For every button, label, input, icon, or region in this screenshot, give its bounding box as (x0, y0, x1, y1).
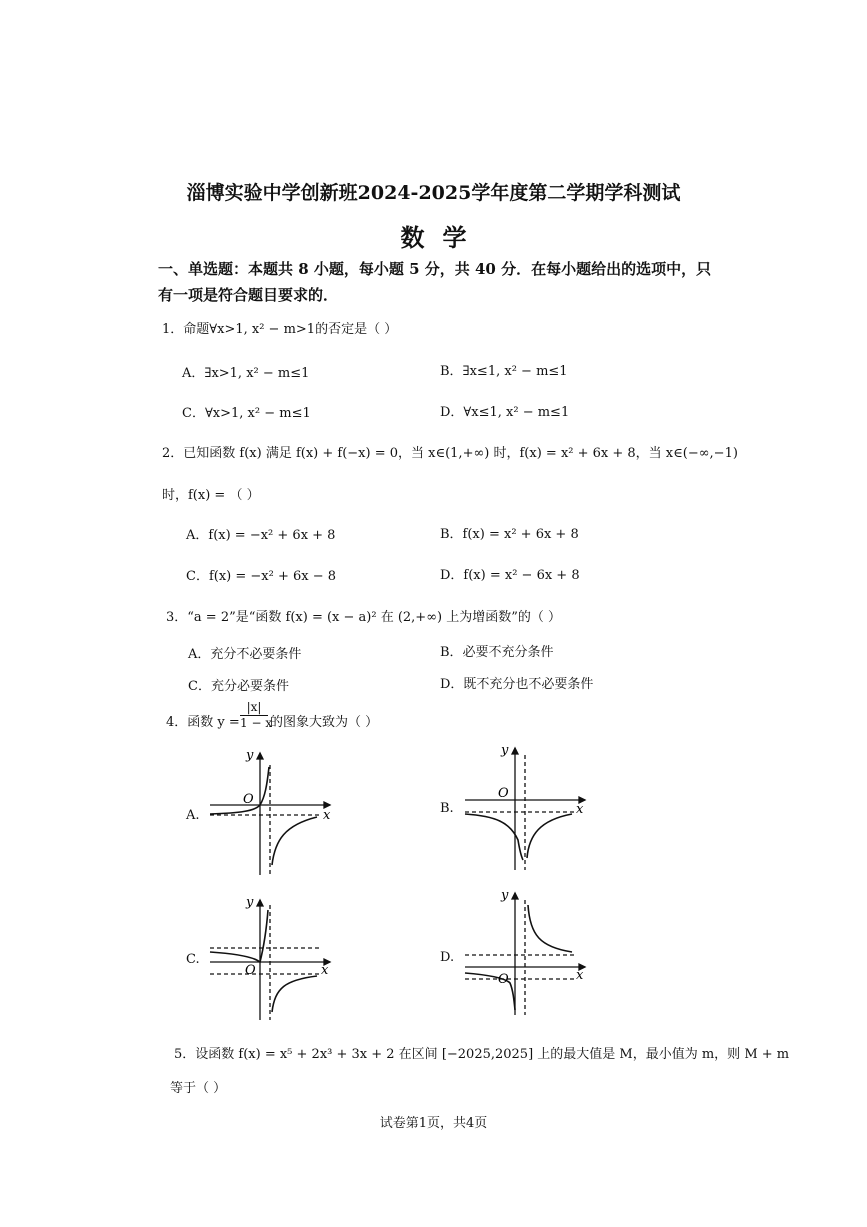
q4-graph-c (205, 890, 335, 1025)
q4-graph-b-origin-label: O (498, 786, 509, 801)
q4-stem-prefix: 4．函数 y = (166, 715, 240, 730)
q3-option-c: C．充分必要条件 (188, 679, 289, 694)
q4-graph-a-x-label: x (323, 808, 331, 823)
exam-title: 淄博实验中学创新班2024-2025学年度第二学期学科测试 (186, 182, 681, 204)
q5-stem: 5．设函数 f(x) = x⁵ + 2x³ + 3x + 2 在区间 [−2025,2025] 上的最大值是 M，最小值为 m，则 M + m (174, 1047, 790, 1062)
q3-option-d: D．既不充分也不必要条件 (440, 677, 594, 692)
q2-option-a: A．f(x) = −x² + 6x + 8 (186, 528, 336, 543)
q2-option-d: D．f(x) = x² − 6x + 8 (440, 568, 580, 583)
q1-option-b: B．∃x≤1, x² − m≤1 (440, 364, 568, 379)
q2-stem: 2．已知函数 f(x) 满足 f(x) + f(−x) = 0，当 x∈(1,+∞) 时，f(x) = x² + 6x + 8，当 x∈(−∞,−1) (162, 446, 738, 461)
q4-graph-c-x-label: x (321, 963, 329, 978)
q4-option-d-label: D. (440, 950, 455, 965)
q4-option-b-label: B. (440, 801, 454, 816)
q3-stem: 3．“a = 2”是“函数 f(x) = (x − a)² 在 (2,+∞) 上为增函数”的（ ） (166, 610, 562, 625)
page-footer: 试卷第1页，共4页 (379, 1116, 488, 1131)
q5-stem-continued: 等于（ ） (170, 1081, 227, 1096)
q4-option-a-label: A. (186, 808, 200, 823)
q4-graph-a-origin-label: O (243, 792, 254, 807)
q4-stem-suffix: 的图象大致为（ ） (270, 715, 379, 730)
q1-stem: 1．命题∀x>1, x² − m>1的否定是（ ） (162, 322, 398, 337)
q4-graph-b-x-label: x (576, 802, 584, 817)
q4-graph-b-y-label: y (501, 743, 509, 758)
section-header-line2: 有一项是符合题目要求的． (158, 286, 339, 304)
q4-graph-d-origin-label: O (498, 972, 509, 987)
q4-graph-a (205, 745, 335, 880)
q4-graph-a-y-label: y (246, 748, 254, 763)
q4-fraction-numerator: |x| (240, 700, 268, 716)
q1-option-d: D．∀x≤1, x² − m≤1 (440, 405, 570, 420)
q4-graph-d (460, 885, 590, 1020)
q4-graph-c-origin-label: O (245, 963, 256, 978)
q4-graph-c-y-label: y (246, 895, 254, 910)
q4-graph-d-x-label: x (576, 968, 584, 983)
subject-title: 数学 (400, 223, 485, 252)
q3-option-a: A．充分不必要条件 (188, 647, 302, 662)
q2-stem-continued: 时，f(x) = （ ） (162, 488, 260, 503)
q4-graph-d-y-label: y (501, 888, 509, 903)
q1-option-a: A．∃x>1, x² − m≤1 (182, 366, 310, 381)
q3-option-b: B．必要不充分条件 (440, 645, 554, 660)
q1-option-c: C．∀x>1, x² − m≤1 (182, 406, 311, 421)
section-header-line1: 一、单选题：本题共 8 小题，每小题 5 分，共 40 分．在每小题给出的选项中，只 (158, 260, 712, 278)
q4-option-c-label: C. (186, 952, 200, 967)
q4-fraction (240, 700, 273, 730)
q4-graph-b (460, 740, 590, 875)
q2-option-b: B．f(x) = x² + 6x + 8 (440, 527, 579, 542)
q4-fraction-denominator: 1 − x (240, 716, 273, 730)
q2-option-c: C．f(x) = −x² + 6x − 8 (186, 569, 337, 584)
